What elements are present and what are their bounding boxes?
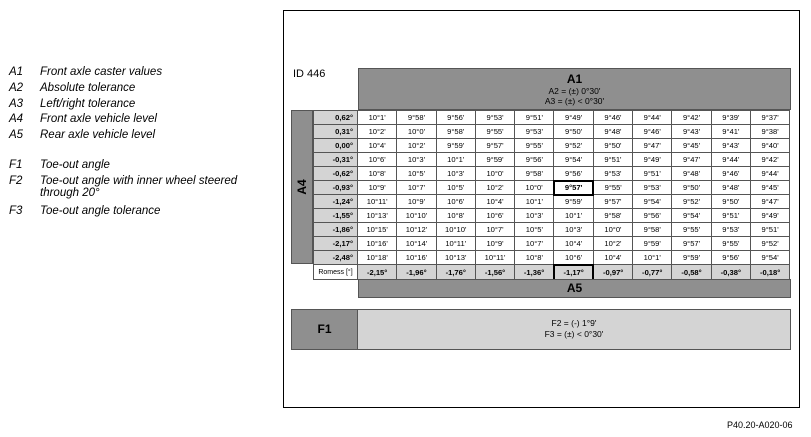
table-cell: 9°56'	[554, 167, 593, 181]
table-cell: 10°10'	[436, 223, 475, 237]
row-label: -1,24°	[314, 195, 358, 209]
table-row	[314, 111, 790, 125]
table-cell: 10°11'	[436, 237, 475, 251]
row-label: -0,31°	[314, 153, 358, 167]
table-cell: 9°49'	[633, 153, 672, 167]
a5-footer: A5	[358, 279, 791, 298]
row-label: -2,17°	[314, 237, 358, 251]
table-cell: 9°54'	[672, 209, 711, 223]
table-cell: 9°46'	[711, 167, 750, 181]
table-cell: 10°1'	[358, 111, 397, 125]
table-cell: 10°0'	[593, 223, 632, 237]
table-cell: 10°1'	[554, 209, 593, 223]
a1-title: A1	[566, 72, 583, 86]
legend-key: F2	[9, 174, 23, 187]
table-cell: 9°55'	[672, 223, 711, 237]
table-cell: 10°0'	[397, 125, 436, 139]
table-cell: 9°49'	[750, 209, 789, 223]
f3-value: F3 = (±) < 0°30'	[544, 329, 604, 339]
f2-f3-box	[358, 309, 791, 350]
id-label: ID 446	[293, 68, 326, 80]
table-cell: 9°50'	[672, 181, 711, 195]
romess-cell: -0,18°	[750, 265, 789, 280]
a4-title: A4	[295, 179, 309, 195]
table-cell: 9°48'	[711, 181, 750, 195]
a2-tolerance: A2 = (±) 0°30'	[548, 86, 601, 96]
table-cell: 9°54'	[633, 195, 672, 209]
table-cell: 9°58'	[397, 111, 436, 125]
table-cell: 9°57'	[672, 237, 711, 251]
table-cell: 9°58'	[436, 125, 475, 139]
table-cell: 9°43'	[672, 125, 711, 139]
table-cell: 10°8'	[436, 209, 475, 223]
a4-side-header	[291, 110, 313, 264]
row-label: 0,00°	[314, 139, 358, 153]
f2-value: F2 = (-) 1°9'	[551, 318, 597, 328]
table-cell: 9°49'	[554, 111, 593, 125]
table-cell: 10°5'	[397, 167, 436, 181]
table-row	[314, 167, 790, 181]
table-cell: 10°7'	[515, 237, 554, 251]
romess-cell: -0,97°	[593, 265, 632, 280]
table-cell: 9°37'	[750, 111, 789, 125]
table-cell: 9°39'	[711, 111, 750, 125]
table-cell: 10°18'	[358, 251, 397, 265]
a1-header	[358, 68, 791, 110]
figure-reference: P40.20-A020-06	[727, 420, 793, 430]
table-cell: 9°59'	[672, 251, 711, 265]
table-cell: 10°6'	[436, 195, 475, 209]
row-label: -1,55°	[314, 209, 358, 223]
table-cell: 10°3'	[397, 153, 436, 167]
legend-key: F3	[9, 204, 23, 217]
legend-key: A3	[9, 97, 24, 110]
table-cell: 9°42'	[750, 153, 789, 167]
table-cell: 9°51'	[750, 223, 789, 237]
table-cell: 9°48'	[672, 167, 711, 181]
table-cell: 9°58'	[633, 223, 672, 237]
romess-cell: -1,96°	[397, 265, 436, 280]
table-cell: 10°6'	[358, 153, 397, 167]
table-cell: 10°15'	[358, 223, 397, 237]
table-cell: 9°50'	[554, 125, 593, 139]
legend-text: Toe-out angle tolerance	[40, 204, 161, 217]
table-cell: 9°45'	[750, 181, 789, 195]
table-cell: 9°59'	[475, 153, 514, 167]
a3-tolerance: A3 = (±) < 0°30'	[544, 96, 605, 106]
table-cell: 10°12'	[397, 223, 436, 237]
table-cell: 9°56'	[436, 111, 475, 125]
table-row	[314, 251, 790, 265]
table-cell: 9°54'	[750, 251, 789, 265]
row-label: 0,31°	[314, 125, 358, 139]
legend-key: F1	[9, 158, 23, 171]
table-cell: 9°55'	[711, 237, 750, 251]
table-cell: 10°5'	[436, 181, 475, 195]
row-label: -0,93°	[314, 181, 358, 195]
legend-text: Front axle caster values	[40, 66, 163, 78]
romess-cell: -0,77°	[633, 265, 672, 280]
table-cell: 10°3'	[554, 223, 593, 237]
romess-cell: -1,76°	[436, 265, 475, 280]
table-row	[314, 125, 790, 139]
table-cell: 9°58'	[515, 167, 554, 181]
table-cell: 10°8'	[358, 167, 397, 181]
table-cell: 10°4'	[593, 251, 632, 265]
romess-cell: -0,38°	[711, 265, 750, 280]
table-cell: 10°6'	[554, 251, 593, 265]
table-cell: 10°9'	[475, 237, 514, 251]
table-cell: 10°11'	[475, 251, 514, 265]
table-cell: 9°57'	[593, 195, 632, 209]
table-cell: 9°48'	[593, 125, 632, 139]
table-cell: 10°7'	[397, 181, 436, 195]
table-cell: 10°1'	[515, 195, 554, 209]
table-cell: 10°13'	[436, 251, 475, 265]
table-cell: 10°16'	[358, 237, 397, 251]
table-cell: 9°54'	[554, 153, 593, 167]
legend-text: Left/right tolerance	[40, 97, 136, 110]
table-cell: 9°44'	[711, 153, 750, 167]
table-cell: 9°43'	[711, 139, 750, 153]
table-cell: 9°56'	[633, 209, 672, 223]
table-row	[314, 237, 790, 251]
table-cell: 9°52'	[672, 195, 711, 209]
table-cell: 9°53'	[475, 111, 514, 125]
table-cell: 9°47'	[750, 195, 789, 209]
table-cell: 9°53'	[711, 223, 750, 237]
romess-cell: -1,17°	[554, 265, 593, 280]
table-cell: 10°8'	[515, 251, 554, 265]
table-cell: 9°50'	[711, 195, 750, 209]
table-cell: 10°1'	[436, 153, 475, 167]
table-cell: 10°16'	[397, 251, 436, 265]
table-cell: 10°4'	[358, 139, 397, 153]
table-cell: 9°52'	[750, 237, 789, 251]
table-cell: 10°2'	[475, 181, 514, 195]
table-cell: 10°14'	[397, 237, 436, 251]
table-cell: 9°51'	[515, 111, 554, 125]
table-cell: 9°52'	[554, 139, 593, 153]
legend-key: A1	[9, 66, 24, 78]
table-cell: 10°4'	[554, 237, 593, 251]
table-cell: 9°44'	[633, 111, 672, 125]
table-cell: 9°46'	[593, 111, 632, 125]
table-cell: 10°2'	[593, 237, 632, 251]
romess-cell: -2,15°	[358, 265, 397, 280]
legend-text: Rear axle vehicle level	[40, 129, 156, 142]
table-cell: 9°44'	[750, 167, 789, 181]
table-cell: 10°10'	[397, 209, 436, 223]
caster-table	[313, 110, 790, 281]
table-cell: 10°5'	[515, 223, 554, 237]
table-cell: 10°2'	[397, 139, 436, 153]
table-cell: 10°11'	[358, 195, 397, 209]
romess-row	[314, 265, 790, 280]
table-cell: 9°57'	[475, 139, 514, 153]
table-cell: 9°59'	[633, 237, 672, 251]
row-label: -0,62°	[314, 167, 358, 181]
table-cell: 9°58'	[593, 209, 632, 223]
romess-cell: -0,58°	[672, 265, 711, 280]
table-cell: 9°53'	[515, 125, 554, 139]
table-cell: 9°45'	[672, 139, 711, 153]
table-cell: 9°55'	[475, 125, 514, 139]
table-cell: 10°4'	[475, 195, 514, 209]
table-cell: 9°51'	[593, 153, 632, 167]
table-cell: 9°56'	[515, 153, 554, 167]
row-label: 0,62°	[314, 111, 358, 125]
table-cell: 10°3'	[436, 167, 475, 181]
table-cell: 9°59'	[554, 195, 593, 209]
table-cell: 9°47'	[672, 153, 711, 167]
f1-box: F1	[291, 309, 358, 350]
table-cell: 10°13'	[358, 209, 397, 223]
table-cell: 9°47'	[633, 139, 672, 153]
legend-text: Front axle vehicle level	[40, 113, 157, 126]
legend-text: Absolute tolerance	[40, 81, 136, 94]
table-cell: 9°51'	[711, 209, 750, 223]
table-cell: 10°0'	[475, 167, 514, 181]
legend-text: Toe-out angle	[40, 158, 110, 171]
table-cell: 9°46'	[633, 125, 672, 139]
table-cell: 9°40'	[750, 139, 789, 153]
table-cell: 9°38'	[750, 125, 789, 139]
table-cell: 9°51'	[633, 167, 672, 181]
table-cell: 9°59'	[436, 139, 475, 153]
table-cell: 10°7'	[475, 223, 514, 237]
table-cell: 9°53'	[593, 167, 632, 181]
romess-cell: -1,36°	[515, 265, 554, 280]
legend-key: A4	[9, 113, 24, 126]
table-cell: 9°42'	[672, 111, 711, 125]
table-row	[314, 223, 790, 237]
table-cell: 9°41'	[711, 125, 750, 139]
row-label: -1,86°	[314, 223, 358, 237]
table-cell: 10°1'	[633, 251, 672, 265]
legend-key: A5	[9, 129, 24, 142]
table-cell: 9°55'	[515, 139, 554, 153]
legend-text: Toe-out angle with inner wheel steered through 20°	[40, 174, 238, 199]
table-row	[314, 195, 790, 209]
table-cell: 10°2'	[358, 125, 397, 139]
legend-key: A2	[9, 81, 24, 94]
table-cell: 9°50'	[593, 139, 632, 153]
table-row	[314, 181, 790, 195]
table-cell: 10°6'	[475, 209, 514, 223]
romess-cell: -1,56°	[475, 265, 514, 280]
table-cell: 9°57'	[554, 181, 593, 195]
table-cell: 9°53'	[633, 181, 672, 195]
table-row	[314, 139, 790, 153]
romess-label: Romess [°]	[314, 265, 358, 280]
table-cell: 10°9'	[358, 181, 397, 195]
caster-grid	[313, 110, 790, 281]
table-row	[314, 153, 790, 167]
table-cell: 10°0'	[515, 181, 554, 195]
table-cell: 9°56'	[711, 251, 750, 265]
table-row	[314, 209, 790, 223]
table-cell: 9°55'	[593, 181, 632, 195]
table-cell: 10°9'	[397, 195, 436, 209]
table-cell: 10°3'	[515, 209, 554, 223]
row-label: -2,48°	[314, 251, 358, 265]
